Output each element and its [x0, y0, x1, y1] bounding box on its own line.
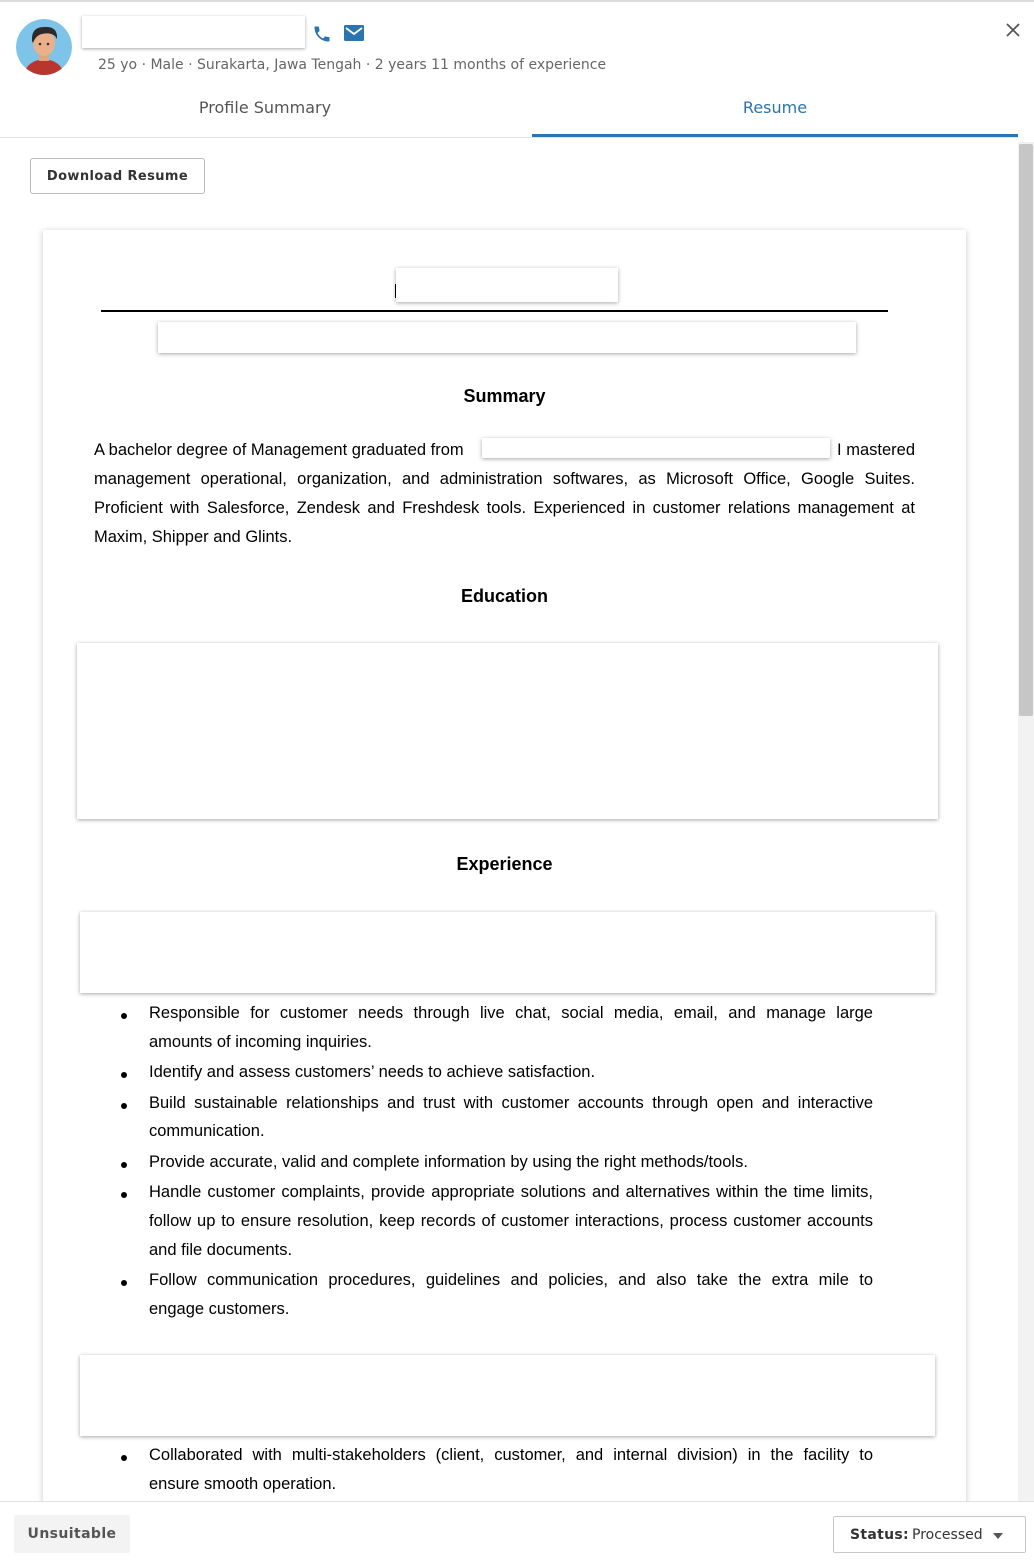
candidate-name-redacted — [82, 16, 305, 48]
job2-header-redacted — [80, 1355, 935, 1436]
status-dropdown[interactable] — [833, 1516, 1026, 1553]
unsuitable-button[interactable]: Unsuitable — [14, 1515, 130, 1553]
phone-icon[interactable] — [312, 24, 332, 44]
education-redacted — [77, 643, 938, 819]
bullet-text-line: follow up to ensure resolution, keep records of customer interactions, process customer accounts — [149, 1212, 873, 1230]
bullet-dot — [121, 1162, 127, 1168]
bullet-text-line: communication. — [149, 1122, 265, 1141]
bullet-text-line: ensure smooth operation. — [149, 1474, 337, 1493]
text-cursor — [395, 284, 396, 298]
education-heading: Education — [460, 586, 548, 606]
summary-line: Proficient with Salesforce, Zendesk and Freshdesk tools. Experienced in customer relations management at — [94, 499, 915, 517]
bullet-text-line: and file documents. — [149, 1240, 293, 1259]
download-resume-button[interactable]: Download Resume — [30, 158, 205, 194]
status-label: Status: — [850, 1527, 909, 1543]
bullet-text-line: Build sustainable relationships and trust with customer accounts through open and interactive — [149, 1093, 873, 1112]
bullet-text-line: Responsible for customer needs through live chat, social media, email, and manage large — [149, 1004, 873, 1022]
candidate-meta: 25 yo · Male · Surakarta, Jawa Tengah · 2 years 11 months of experience — [98, 57, 607, 73]
status-value: Processed — [912, 1527, 983, 1543]
bullet-text-line: Follow communication procedures, guidelines and policies, and also take the extra mile to — [149, 1271, 873, 1290]
top-divider — [0, 0, 1034, 2]
summary-line: Maxim, Shipper and Glints. — [94, 528, 293, 546]
scrollbar-thumb[interactable] — [1019, 144, 1033, 716]
tab-resume[interactable]: Resume — [742, 98, 808, 117]
resume-header-rule — [101, 310, 888, 312]
resume-name-redacted — [396, 268, 618, 302]
bullet-dot — [121, 1013, 127, 1019]
bullet-text-line: Handle customer complaints, provide appropriate solutions and alternatives within the time limits, — [149, 1183, 873, 1202]
resume-document — [43, 230, 966, 1520]
bullet-dot — [121, 1103, 127, 1109]
university-redacted — [482, 438, 830, 458]
bullet-text-line: Collaborated with multi-stakeholders (client, customer, and internal division) in the facility to — [149, 1446, 873, 1464]
summary-line: I mastered — [837, 441, 915, 459]
bullet-text-line: engage customers. — [149, 1300, 290, 1318]
bullet-text-line: Identify and assess customers’ needs to achieve satisfaction. — [149, 1063, 596, 1082]
avatar — [16, 19, 72, 75]
tab-profile-summary[interactable]: Profile Summary — [198, 98, 332, 117]
bullet-text-line: amounts of incoming inquiries. — [149, 1032, 372, 1051]
summary-line: management operational, organization, and administration softwares, as Microsoft Office, Google Suites. — [94, 470, 915, 488]
summary-line: A bachelor degree of Management graduated from — [94, 441, 464, 459]
tabs-divider — [0, 137, 1018, 138]
bullet-text-line: Provide accurate, valid and complete information by using the right methods/tools. — [149, 1152, 748, 1171]
bullet-dot — [121, 1455, 127, 1461]
close-icon[interactable] — [1005, 22, 1021, 38]
mail-icon[interactable] — [344, 24, 364, 42]
experience-heading: Experience — [456, 854, 553, 874]
resume-contact-redacted — [158, 322, 856, 353]
summary-heading: Summary — [463, 386, 546, 406]
job1-header-redacted — [80, 912, 935, 993]
chevron-down-icon — [993, 1533, 1003, 1539]
